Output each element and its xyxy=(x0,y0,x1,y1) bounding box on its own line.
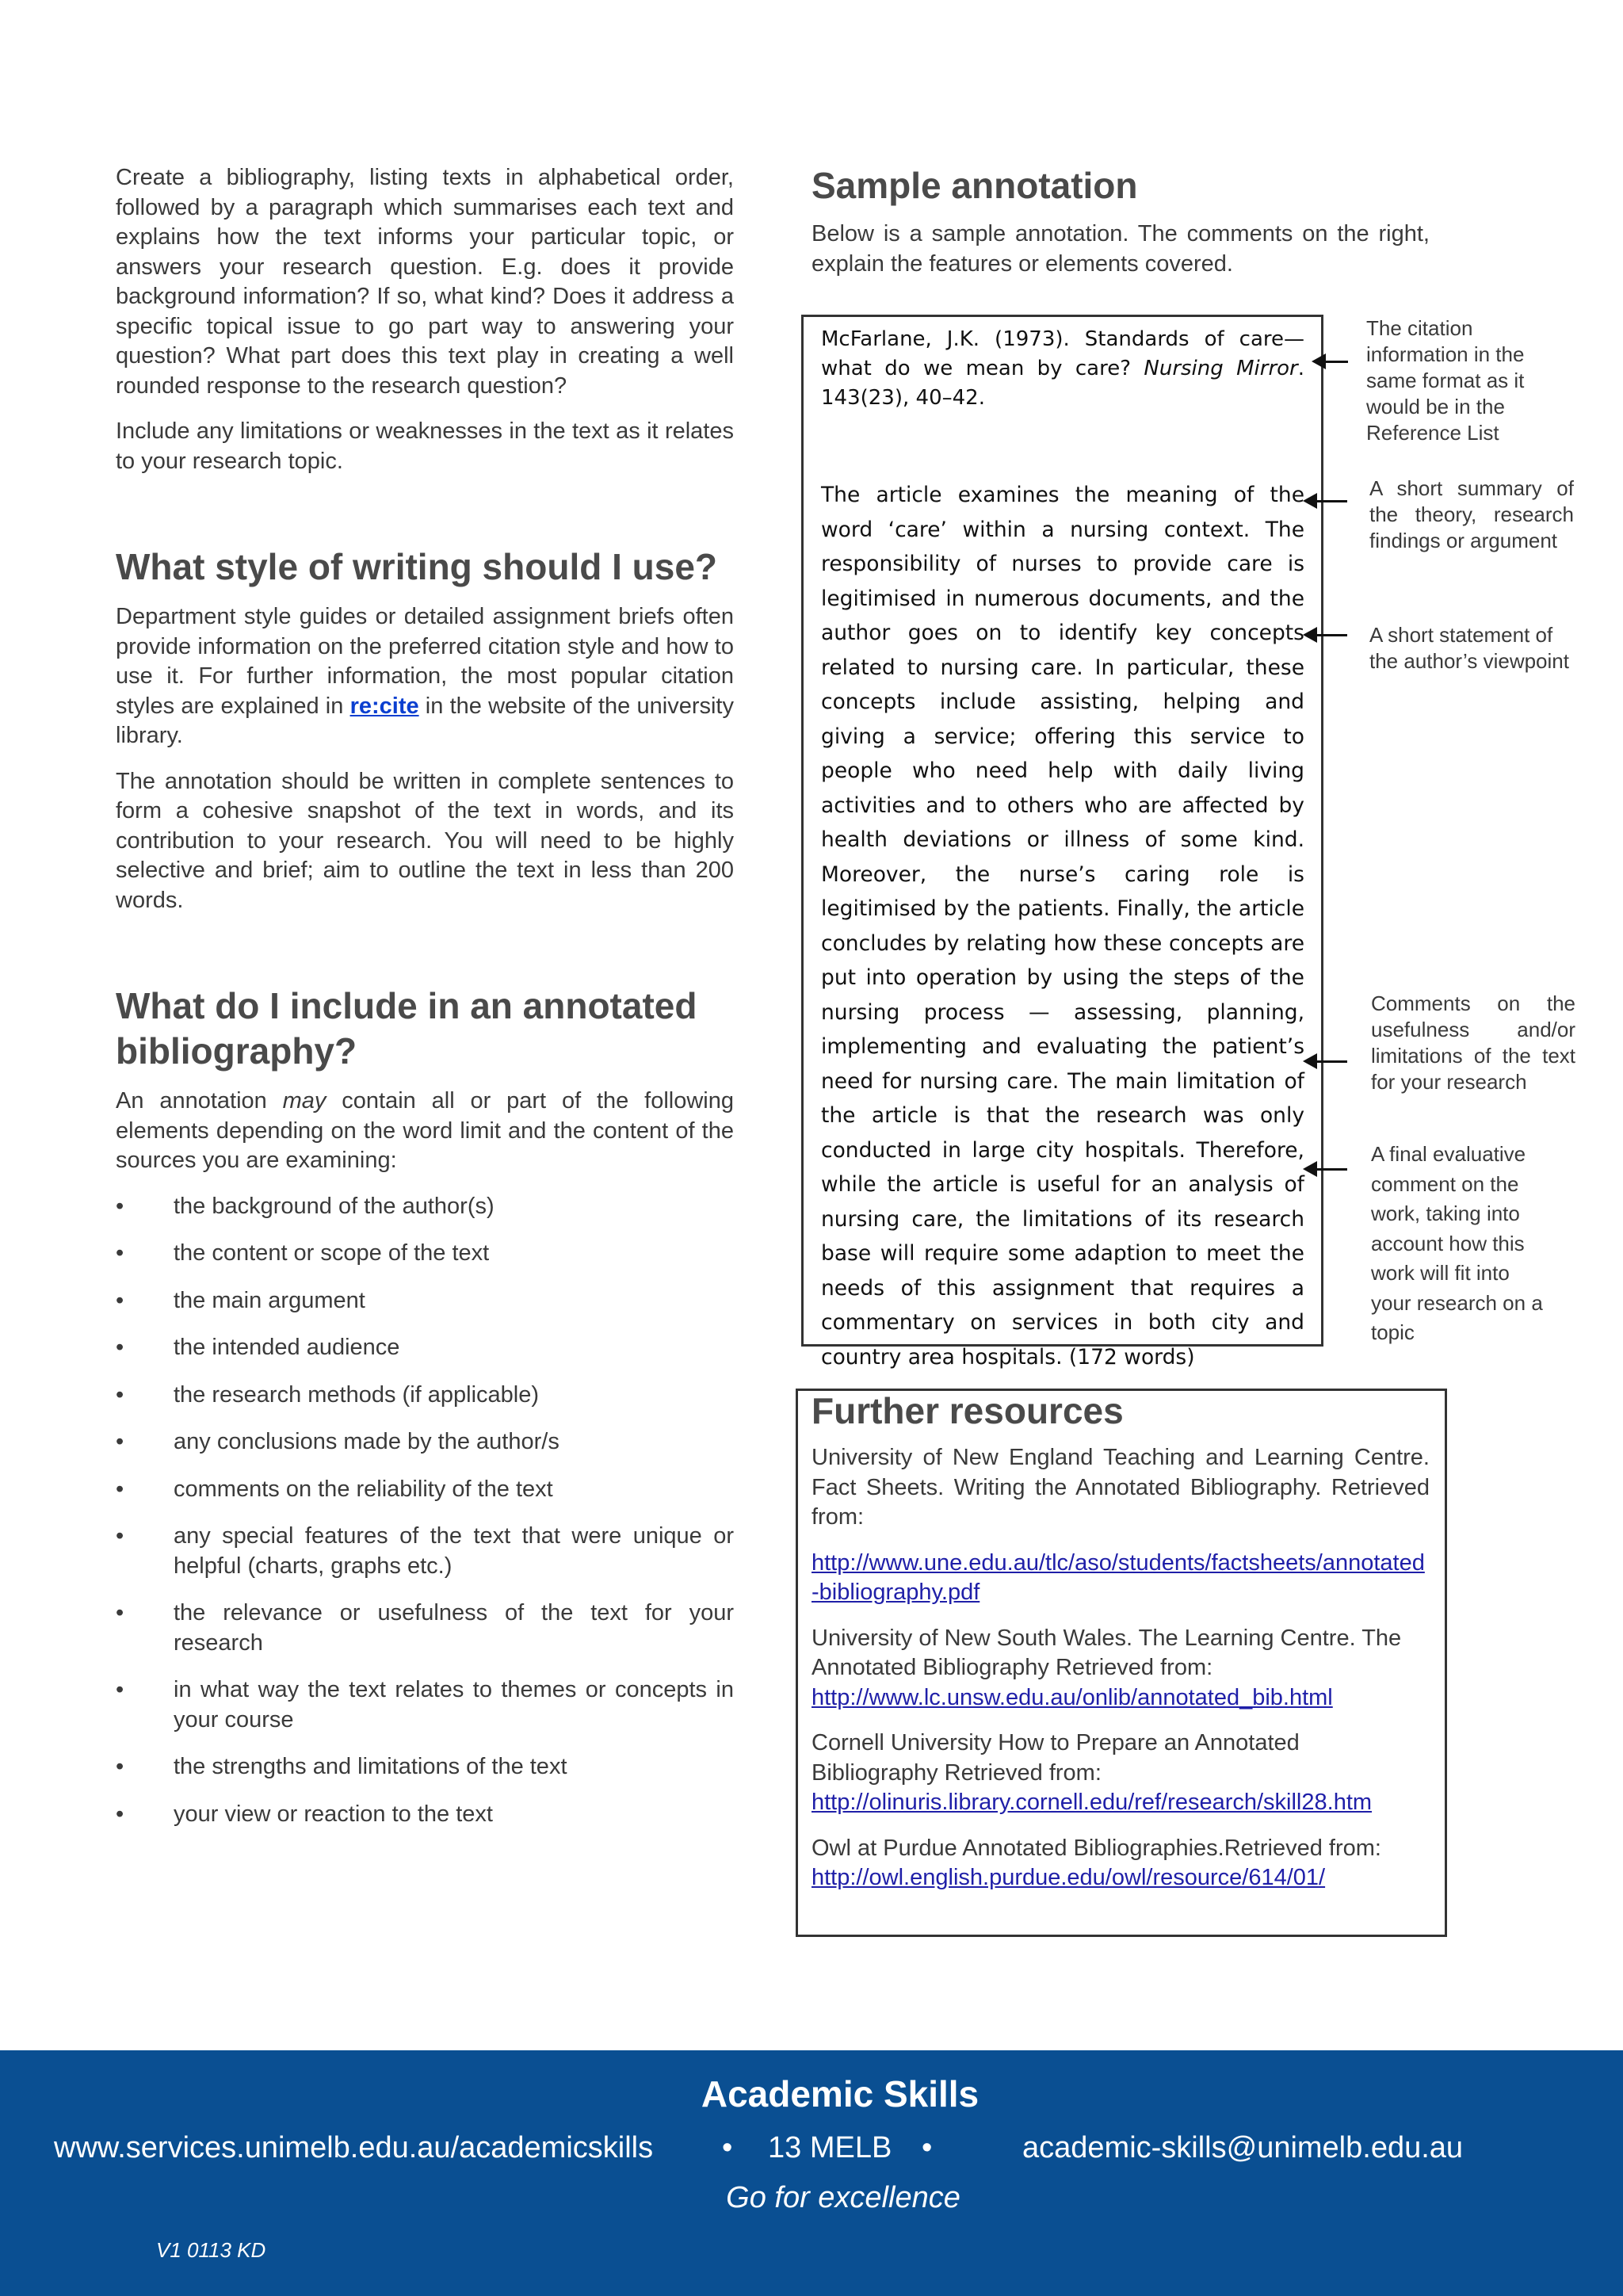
style-paragraph: Department style guides or detailed assignment briefs often provide information on the preferred citation style and how to use it. For further information, the most popular citation styles are explained in re:cite in the website of the university library. xyxy=(116,604,734,748)
arrow-left-icon xyxy=(1324,361,1348,363)
style-heading: What style of writing should I use? xyxy=(116,546,718,587)
annotation-text: The article examines the meaning of the word ‘care’ within a nursing context. The responsibility of nurses to provide care is legitimised in numerous documents, and the author goes on to identify key concepts related to nursing care. In particular, these concepts include assisting, helping and giving a service; offering this service to people who need help with daily living activities and to others who are affected by health deviations or illness of some kind. Moreover, the nurse’s caring role is legitimised by the patients. Finally, the article concludes by relating how these concepts are put into operation by using the steps of the nursing process — assessing, planning, implementing and evaluating the patient’s need for nursing care. The main limitation of the article is that the research was only conducted in large city hospitals. Therefore, while the article is useful for an analysis of nursing care, the limitations of its research base will require some adaption to meet the needs of this assignment that requires a commentary on services in both city and country area hospitals. (172 words) xyxy=(821,483,1304,1370)
note-summary: A short summary of the theory, research findings or argument xyxy=(1369,476,1574,552)
include-intro: An annotation may contain all or part of the following elements depending on the word limit and the content of the sources you are examining: xyxy=(116,1088,734,1173)
intro-paragraph: Create a bibliography, listing texts in alphabetical order, followed by a paragraph which summarises each text and explains how the text informs your particular topic, or answers your research question. E.g. does it provide background information? If so, what kind? Does it address a specific topical issue to go part way to answering your question? What part does this text play in creating a well rounded response to the research question? xyxy=(116,165,734,399)
resource-unsw: University of New South Wales. The Learning Centre. The Annotated Bibliography Retrieved from: http://www.lc.unsw.edu.au/onlib/annotated_bib.html xyxy=(812,1625,1402,1710)
list-item: • the main argument xyxy=(116,1287,365,1313)
include-heading: What do I include in an annotated bibliography? xyxy=(116,985,697,1072)
footer-separator: • xyxy=(922,2131,933,2164)
resource-cornell: Cornell University How to Prepare an Annotated Bibliography Retrieved from: http://olinuris.library.cornell.edu/ref/research/skill28.htm xyxy=(812,1730,1373,1815)
arrow-left-icon xyxy=(1316,1060,1347,1063)
list-item: • any conclusions made by the author/s xyxy=(116,1429,559,1454)
footer-banner xyxy=(0,2050,1623,2296)
footer-separator: • xyxy=(722,2131,733,2164)
unsw-link[interactable]: http://www.lc.unsw.edu.au/onlib/annotated_bib.html xyxy=(812,1684,1333,1710)
arrow-left-icon xyxy=(1316,1168,1347,1171)
annotation-citation: McFarlane, J.K. (1973). Standards of care—what do we mean by care? Nursing Mirror. 143(23), 40–42. xyxy=(821,327,1305,410)
sample-intro: Below is a sample annotation. The comments on the right, explain the features or elements covered. xyxy=(812,221,1430,277)
list-item: • your view or reaction to the text xyxy=(116,1801,493,1827)
further-heading: Further resources xyxy=(812,1390,1124,1431)
list-item: • any special features of the text that were unique or helpful (charts, graphs etc.) xyxy=(116,1523,734,1579)
elements-list xyxy=(116,1192,734,1830)
purdue-link[interactable]: http://owl.english.purdue.edu/owl/resource/614/01/ xyxy=(812,1865,1326,1890)
further-resources xyxy=(812,1392,1430,1909)
footer-website[interactable]: www.services.unimelb.edu.au/academicskills xyxy=(54,2131,654,2164)
list-item: • the strengths and limitations of the text xyxy=(116,1754,567,1779)
annotation-style-paragraph: The annotation should be written in complete sentences to form a cohesive snapshot of the text in words, and its contribution to your research. You will need to be highly selective and brief; aim to outline the text in less than 200 words. xyxy=(116,768,734,913)
list-item: • the relevance or usefulness of the text for your research xyxy=(116,1600,734,1656)
list-item: • the intended audience xyxy=(116,1335,400,1360)
arrow-left-icon xyxy=(1316,500,1347,502)
list-item: • the content or scope of the text xyxy=(116,1240,490,1266)
limitations-paragraph: Include any limitations or weaknesses in the text as it relates to your research topic. xyxy=(116,418,734,474)
left-column xyxy=(116,163,734,1847)
resource-purdue: Owl at Purdue Annotated Bibliographies.Retrieved from: http://owl.english.purdue.edu/owl/resource/614/01/ xyxy=(812,1835,1381,1890)
resource-une-url-wrap xyxy=(812,1549,1430,1608)
list-item: • comments on the reliability of the text xyxy=(116,1476,553,1502)
footer-email[interactable]: academic-skills@unimelb.edu.au xyxy=(1022,2131,1464,2164)
arrow-left-icon xyxy=(1316,634,1347,636)
footer-phone: 13 MELB xyxy=(768,2131,892,2164)
sample-section xyxy=(812,163,1604,295)
sample-heading: Sample annotation xyxy=(812,165,1138,206)
note-citation: The citation information in the same format as it would be in the Reference List xyxy=(1366,316,1525,445)
footer-tagline: Go for excellence xyxy=(726,2181,960,2214)
version-label: V1 0113 KD xyxy=(156,2238,266,2262)
list-item: • the research methods (if applicable) xyxy=(116,1381,540,1408)
une-link[interactable]: http://www.une.edu.au/tlc/aso/students/factsheets/annotated-bibliography.pdf xyxy=(812,1549,1425,1605)
note-evaluative: A final evaluative comment on the work, taking into account how this work will fit into your research on a topic xyxy=(1371,1142,1543,1344)
resource-une: University of New England Teaching and Learning Centre. Fact Sheets. Writing the Annotated Bibliography. Retrieved from: xyxy=(812,1445,1430,1530)
cornell-link[interactable]: http://olinuris.library.cornell.edu/ref/research/skill28.htm xyxy=(812,1790,1373,1815)
list-item: • the background of the author(s) xyxy=(116,1193,495,1219)
footer-title: Academic Skills xyxy=(701,2073,980,2115)
note-viewpoint: A short statement of the author’s viewpoint xyxy=(1369,623,1569,673)
recite-link[interactable]: re:cite xyxy=(349,693,419,719)
note-usefulness: Comments on the usefulness and/or limitations of the text for your research xyxy=(1371,991,1575,1094)
list-item: • in what way the text relates to themes or concepts in your course xyxy=(116,1677,734,1733)
